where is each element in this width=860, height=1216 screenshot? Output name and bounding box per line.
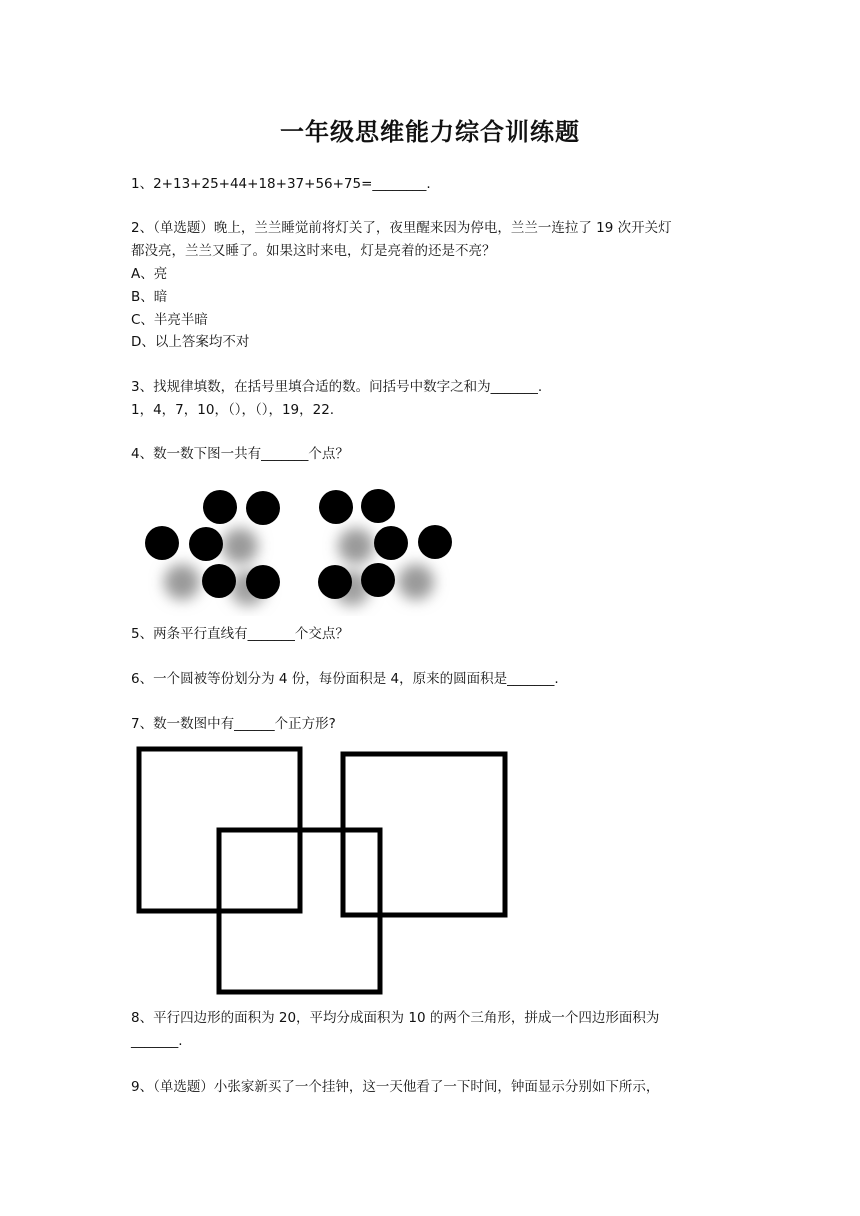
question-3-line-2: 1，4，7，10，（），（），19，22.: [131, 402, 335, 418]
dot: [319, 490, 353, 524]
dot: [361, 489, 395, 523]
question-2-line-2: 都没亮，兰兰又睡了。如果这时来电，灯是亮着的还是不亮？: [131, 243, 496, 259]
question-2-option-c: C、半亮半暗: [131, 312, 208, 328]
dot: [145, 526, 179, 560]
dot: [418, 525, 452, 559]
question-2-line-1: 2、（单选题）晚上，兰兰睡觉前将灯关了，夜里醒来因为停电，兰兰一连拉了 19 次开关灯: [131, 220, 672, 236]
shadow-blob: [222, 528, 258, 564]
question-6: 6、一个圆被等份划分为 4 份，每份面积是 4，原来的圆面积是_______.: [131, 671, 559, 687]
question-8-line-1: 8、平行四边形的面积为 20，平均分成面积为 10 的两个三角形，拼成一个四边形面积为: [131, 1010, 660, 1026]
question-5: 5、两条平行直线有_______个交点？: [131, 626, 349, 642]
dot: [246, 491, 280, 525]
question-2-option-b: B、暗: [131, 289, 168, 305]
dot: [246, 565, 280, 599]
dot: [202, 564, 236, 598]
shadow-blob: [398, 564, 434, 600]
question-2-option-a: A、亮: [131, 266, 168, 282]
question-1: 1、2+13+25+44+18+37+56+75=________.: [131, 176, 431, 192]
page-title: 一年级思维能力综合训练题: [280, 118, 580, 146]
squares-figure: [130, 740, 520, 1002]
dot: [374, 526, 408, 560]
shadow-blob: [164, 564, 200, 600]
dots-figure: [140, 482, 460, 616]
question-9-line-1: 9、（单选题）小张家新买了一个挂钟，这一天他看了一下时间，钟面显示分别如下所示，: [131, 1079, 660, 1095]
question-2-option-d: D、以上答案均不对: [131, 334, 250, 350]
square-top-right: [343, 754, 505, 915]
question-7: 7、数一数图中有______个正方形?: [131, 716, 336, 732]
dot: [189, 527, 223, 561]
dot: [361, 563, 395, 597]
dot: [203, 490, 237, 524]
question-3-line-1: 3、找规律填数，在括号里填合适的数。问括号中数字之和为_______.: [131, 379, 543, 395]
question-4: 4、数一数下图一共有_______个点？: [131, 446, 349, 462]
shadow-blob: [338, 528, 374, 564]
dot: [318, 565, 352, 599]
question-8-line-2: _______.: [131, 1033, 183, 1049]
